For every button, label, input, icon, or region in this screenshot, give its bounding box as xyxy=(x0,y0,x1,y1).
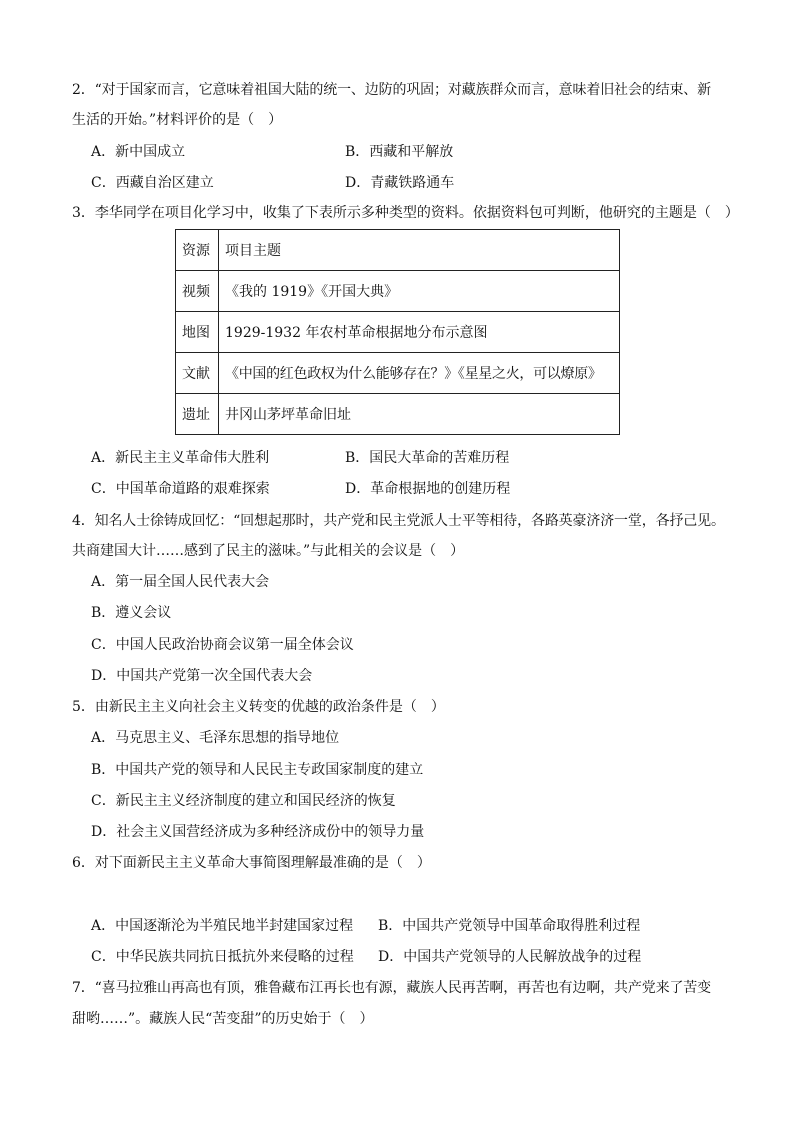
table-cell: 视频 xyxy=(176,271,219,312)
q6-option-c: C．中华民族共同抗日抵抗外来侵略的过程 xyxy=(91,949,354,965)
table-cell: 遗址 xyxy=(176,394,219,435)
table-row xyxy=(176,271,620,312)
q4-stem-line1: 4．知名人士徐铸成回忆：“回想起那时，共产党和民主党派人士平等相待，各路英豪济济一堂，各抒己见。 xyxy=(72,513,725,529)
q4-option-a: A．第一届全国人民代表大会 xyxy=(91,574,270,590)
q4-option-b: B．遵义会议 xyxy=(91,605,172,621)
resource-table xyxy=(175,229,620,435)
table-cell: 资源 xyxy=(176,230,219,271)
table-cell: 地图 xyxy=(176,312,219,353)
table-cell: 项目主题 xyxy=(219,230,620,271)
q2-stem-line2: 生活的开始。”材料评价的是（ ） xyxy=(72,112,283,128)
table-row xyxy=(176,230,620,271)
table-cell: 《我的 1919》《开国大典》 xyxy=(219,271,620,312)
q5-option-a: A．马克思主义、毛泽东思想的指导地位 xyxy=(91,730,340,746)
q2-option-a: A．新中国成立 xyxy=(91,144,186,160)
table-row xyxy=(176,353,620,394)
table-cell: 井冈山茅坪革命旧址 xyxy=(219,394,620,435)
table-cell: 1929-1932 年农村革命根据地分布示意图 xyxy=(219,312,620,353)
table-cell: 《中国的红色政权为什么能够存在？》《星星之火，可以燎原》 xyxy=(219,353,620,394)
q6-option-d: D．中国共产党领导的人民解放战争的过程 xyxy=(378,949,642,965)
q4-option-c: C．中国人民政治协商会议第一届全体会议 xyxy=(91,637,354,653)
q6-option-a: A．中国逐渐沦为半殖民地半封建国家过程 xyxy=(91,918,354,934)
q2-option-d: D．青藏铁路通车 xyxy=(345,175,455,191)
q3-option-a: A．新民主主义革命伟大胜利 xyxy=(91,450,270,466)
q4-option-d: D．中国共产党第一次全国代表大会 xyxy=(91,668,313,684)
q6-stem: 6．对下面新民主主义革命大事简图理解最准确的是（ ） xyxy=(72,855,431,871)
q3-stem: 3．李华同学在项目化学习中，收集了下表所示多种类型的资料。依据资料包可判断，他研究的主题是（ ） xyxy=(72,205,739,221)
q2-option-b: B．西藏和平解放 xyxy=(345,144,454,160)
q5-stem: 5．由新民主主义向社会主义转变的优越的政治条件是（ ） xyxy=(72,699,445,715)
q3-option-c: C．中国革命道路的艰难探索 xyxy=(91,481,270,497)
table-cell: 文献 xyxy=(176,353,219,394)
q6-option-b: B．中国共产党领导中国革命取得胜利过程 xyxy=(378,918,641,934)
q2-stem-line1: 2．“对于国家而言，它意味着祖国大陆的统一、边防的巩固；对藏族群众而言，意味着旧社会的结束、新 xyxy=(72,82,712,98)
q5-option-d: D．社会主义国营经济成为多种经济成份中的领导力量 xyxy=(91,824,425,840)
table-row xyxy=(176,394,620,435)
q7-stem-line2: 甜哟……”。藏族人民“苦变甜”的历史始于（ ） xyxy=(72,1011,374,1027)
table-row xyxy=(176,312,620,353)
q7-stem-line1: 7．“喜马拉雅山再高也有顶，雅鲁藏布江再长也有源，藏族人民再苦啊，再苦也有边啊，共产党来了苦变 xyxy=(72,980,712,996)
q3-option-b: B．国民大革命的苦难历程 xyxy=(345,450,510,466)
q2-option-c: C．西藏自治区建立 xyxy=(91,175,214,191)
q5-option-b: B．中国共产党的领导和人民民主专政国家制度的建立 xyxy=(91,762,424,778)
q4-stem-line2: 共商建国大计……感到了民主的滋味。”与此相关的会议是（ ） xyxy=(72,543,465,559)
q5-option-c: C．新民主主义经济制度的建立和国民经济的恢复 xyxy=(91,793,396,809)
q3-option-d: D．革命根据地的创建历程 xyxy=(345,481,511,497)
